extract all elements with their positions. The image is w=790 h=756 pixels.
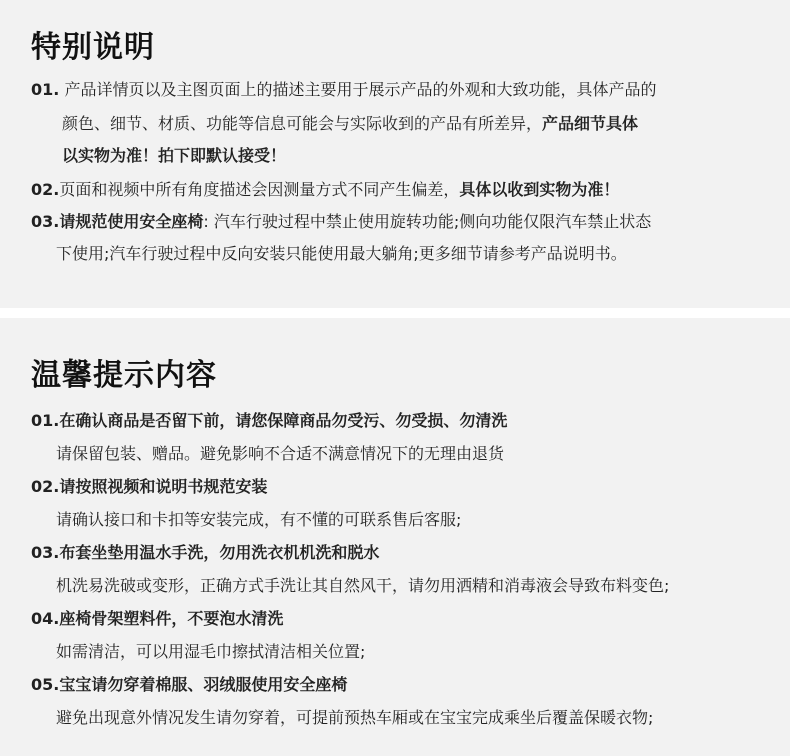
tip-heading: 03.布套坐垫用温水手洗，勿用洗衣机机洗和脱水 <box>31 543 380 562</box>
section-title: 特别说明 <box>31 30 155 65</box>
tip-heading: 05.宝宝请勿穿着棉服、羽绒服使用安全座椅 <box>31 675 348 694</box>
special-notice-section <box>0 0 790 308</box>
notice-item-3-line-2: 下使用;汽车行驶过程中反向安装只能使用最大躺角;更多细节请参考产品说明书。 <box>56 244 627 263</box>
notice-item-3-line-1 <box>31 212 651 232</box>
item-bold-text: 产品细节具体 <box>542 114 639 133</box>
tips-section <box>0 318 790 756</box>
tip-heading: 04.座椅骨架塑料件，不要泡水清洗 <box>31 609 284 628</box>
tip-body: 请确认接口和卡扣等安装完成，有不懂的可联系售后客服; <box>56 510 462 529</box>
item-number: 01. <box>31 80 60 99</box>
tip-heading: 01.在确认商品是否留下前，请您保障商品勿受污、勿受损、勿清洗 <box>31 411 508 430</box>
item-bold-text: 具体以收到实物为准！ <box>459 180 620 199</box>
tip-heading: 02.请按照视频和说明书规范安装 <box>31 477 268 496</box>
notice-item-1-line-3: 以实物为准！拍下即默认接受！ <box>62 146 287 165</box>
tip-body: 请保留包装、赠品。避免影响不合适不满意情况下的无理由退货 <box>56 444 505 463</box>
notice-item-1-line-2 <box>62 114 638 134</box>
item-number: 02. <box>31 180 60 199</box>
section-title: 温馨提示内容 <box>31 358 217 393</box>
item-text: : 汽车行驶过程中禁止使用旋转功能;侧向功能仅限汽车禁止状态 <box>203 212 652 231</box>
tip-body: 机洗易洗破或变形，正确方式手洗让其自然风干，请勿用洒精和消毒液会导致布料变色; <box>56 576 670 595</box>
notice-item-1-line-1 <box>31 80 656 100</box>
tip-body: 如需清洁，可以用湿毛巾擦拭清洁相关位置; <box>56 642 366 661</box>
item-text: 颜色、细节、材质、功能等信息可能会与实际收到的产品有所差异， <box>62 114 543 133</box>
item-text: 产品详情页以及主图页面上的描述主要用于展示产品的外观和大致功能，具体产品的 <box>64 80 657 99</box>
section-divider <box>0 308 790 318</box>
item-bold-text: 请规范使用安全座椅 <box>59 212 204 231</box>
item-number: 03. <box>31 212 60 231</box>
item-text: 页面和视频中所有角度描述会因测量方式不同产生偏差， <box>59 180 460 199</box>
tip-body: 避免出现意外情况发生请勿穿着，可提前预热车厢或在宝宝完成乘坐后覆盖保暖衣物; <box>56 708 654 727</box>
notice-item-2 <box>31 180 619 200</box>
